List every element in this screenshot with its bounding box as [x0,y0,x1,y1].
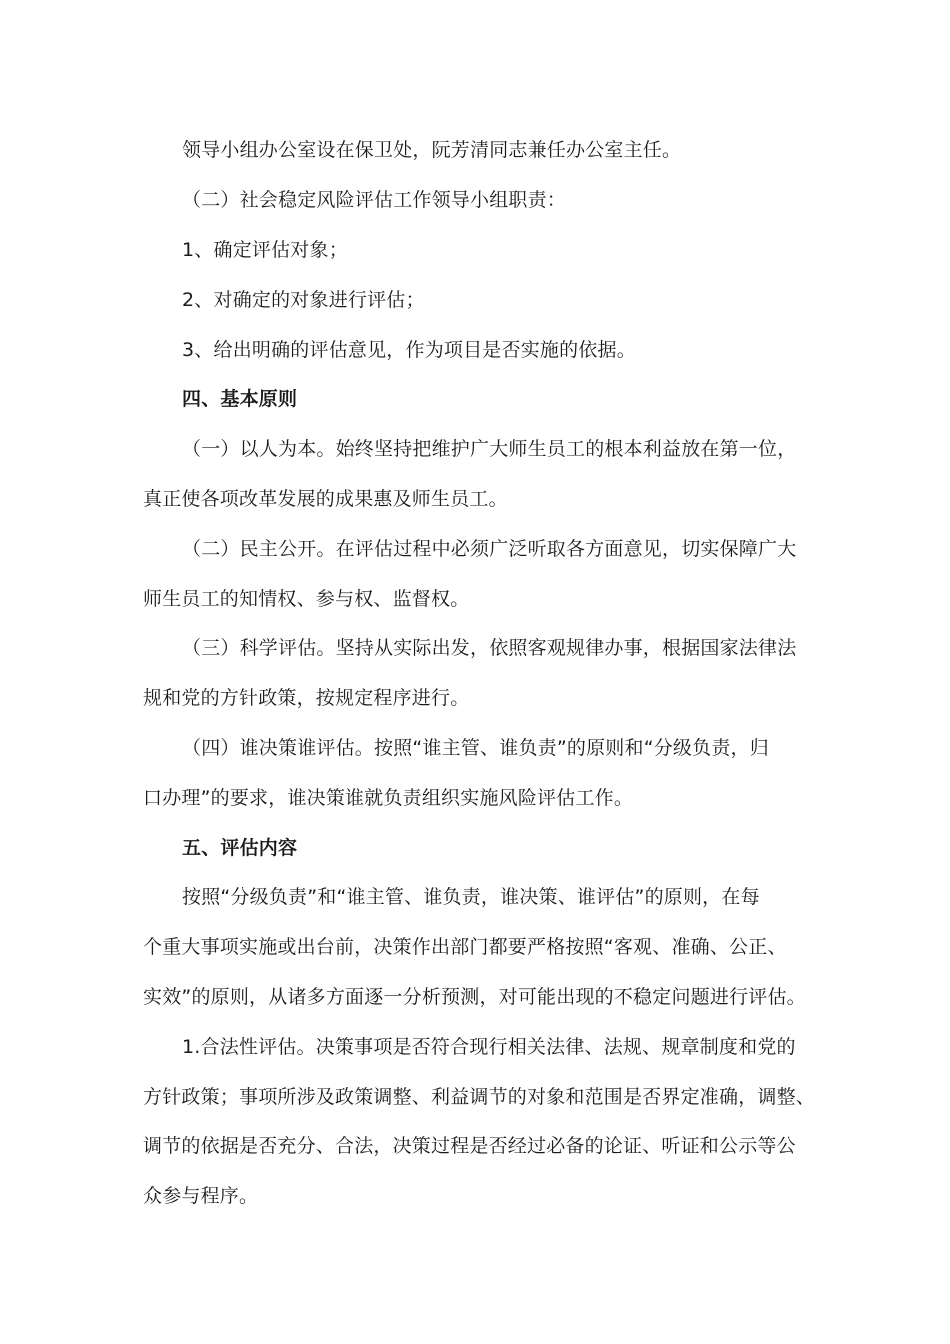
list-item: 2、对确定的对象进行评估； [182,289,425,311]
paragraph-line: 1.合法性评估。决策事项是否符合现行相关法律、法规、规章制度和党的 [182,1036,796,1058]
paragraph-line: 调节的依据是否充分、合法，决策过程是否经过必备的论证、听证和公示等公 [143,1135,796,1157]
paragraph-line: （二）民主公开。在评估过程中必须广泛听取各方面意见，切实保障广大 [182,538,797,560]
section-heading: 五、评估内容 [182,837,298,859]
paragraph-line: （一）以人为本。始终坚持把维护广大师生员工的根本利益放在第一位， [182,438,797,460]
list-item: 1、确定评估对象； [182,239,348,261]
list-item: 3、给出明确的评估意见，作为项目是否实施的依据。 [182,339,636,361]
paragraph-line: 方针政策；事项所涉及政策调整、利益调节的对象和范围是否界定准确，调整、 [143,1086,816,1108]
paragraph-line: 实效”的原则，从诸多方面逐一分析预测，对可能出现的不稳定问题进行评估。 [143,986,806,1008]
paragraph-line: 众参与程序。 [143,1185,259,1207]
paragraph-line: 领导小组办公室设在保卫处，阮芳清同志兼任办公室主任。 [182,139,682,161]
paragraph-line: （二）社会稳定风险评估工作领导小组职责： [182,189,567,211]
section-heading: 四、基本原则 [182,388,298,410]
paragraph-line: （三）科学评估。坚持从实际出发，依照客观规律办事，根据国家法律法 [182,637,797,659]
paragraph-line: 口办理”的要求，谁决策谁就负责组织实施风险评估工作。 [143,787,634,809]
paragraph-line: 按照“分级负责”和“谁主管、谁负责，谁决策、谁评估”的原则，在每 [182,886,760,908]
paragraph-line: 师生员工的知情权、参与权、监督权。 [143,588,470,610]
paragraph-line: （四）谁决策谁评估。按照“谁主管、谁负责”的原则和“分级负责，归 [182,737,769,759]
paragraph-line: 规和党的方针政策，按规定程序进行。 [143,687,470,709]
paragraph-line: 个重大事项实施或出台前，决策作出部门都要严格按照“客观、准确、公正、 [143,936,787,958]
paragraph-line: 真正使各项改革发展的成果惠及师生员工。 [143,488,508,510]
